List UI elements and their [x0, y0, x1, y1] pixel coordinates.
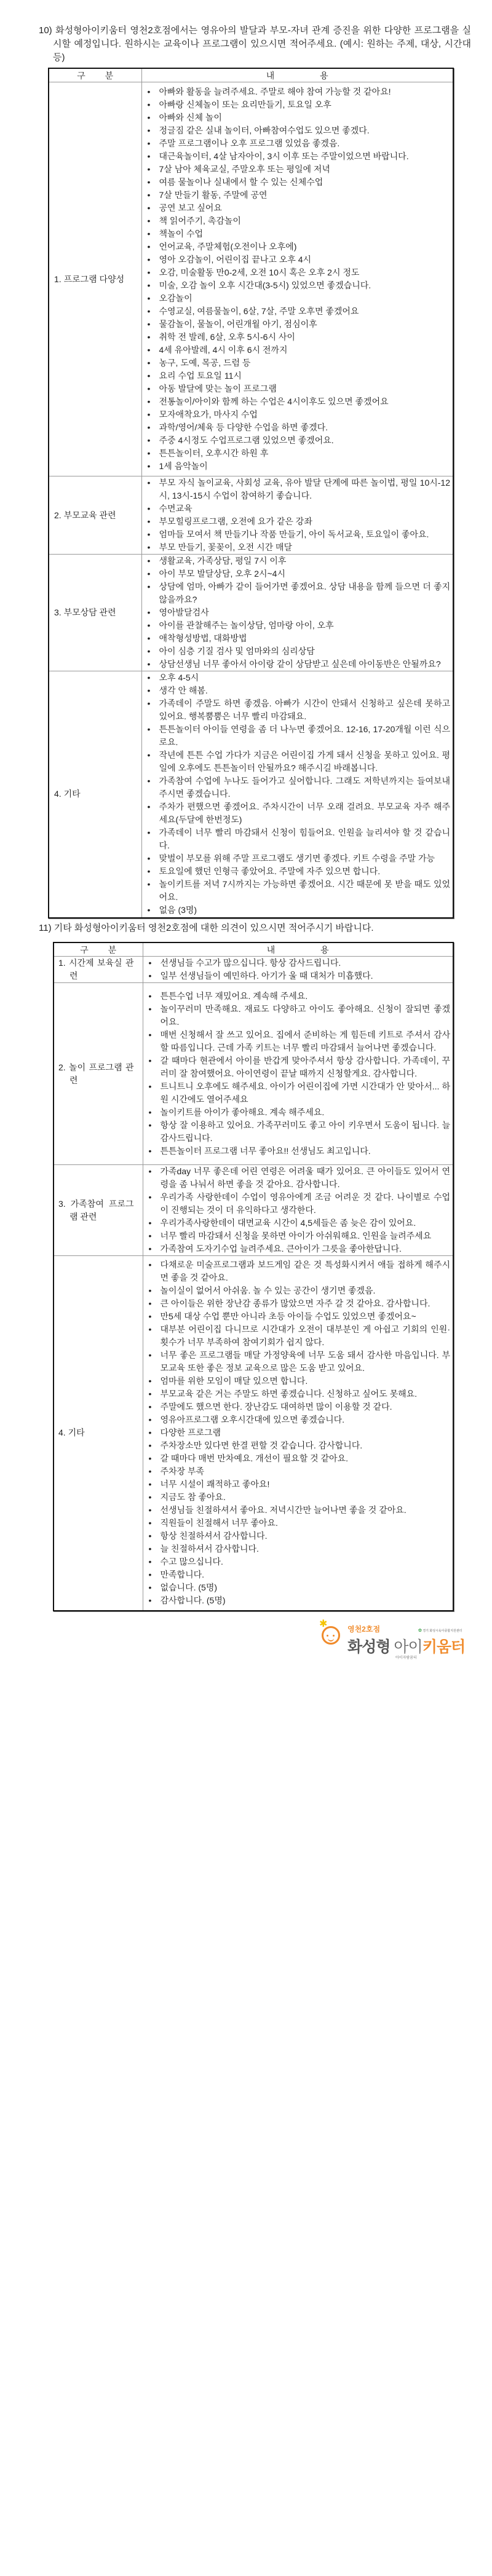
list-item: • 주차장 부족	[149, 1465, 451, 1478]
section-content	[141, 555, 453, 671]
response-list	[142, 555, 453, 671]
list-item: • 다채로운 미술프로그램과 보드게임 같은 것 특성화시켜서 애들 접하게 해주시면 좋을 것 같아요.	[149, 1258, 451, 1284]
list-item: • 너무 좋은 프로그램들 매달 가정양육에 너무 도움 돼서 감사한 마음입니다. 부모교육 또한 좋은 정보 교육으로 많은 도움 받고 있어요.	[149, 1349, 451, 1375]
list-item: • 가족데이 주말도 하면 좋겠음. 아빠가 시간이 안돼서 신청하고 싶은데 못하고 있어요. 행복뿜뿜은 너무 빨리 마감돼요.	[148, 697, 451, 723]
star-icon: ✱	[319, 1619, 328, 1629]
other-opinions-table	[53, 942, 454, 1611]
logo-branch: 영천2호점	[347, 1625, 381, 1634]
response-list	[142, 85, 453, 473]
list-item: • 1세 음악놀이	[148, 460, 451, 473]
list-item: • 모자애착요가, 마사지 수업	[148, 408, 451, 421]
section-label: 1. 시간제 보육실 관련	[58, 958, 134, 981]
list-item: • 아빠랑 신체놀이 또는 요리만들기, 토요일 오후	[148, 98, 451, 111]
section-category	[49, 476, 141, 555]
section-row	[54, 983, 453, 1165]
list-item: • 우리가족사랑한데이 대면교육 시간이 4,5세들은 좀 늦은 감이 있어요.	[149, 1217, 451, 1230]
section-row	[54, 1165, 453, 1256]
section-category	[54, 957, 143, 983]
list-item: • 부모 만들기, 꽃꽂이, 오전 시간 매달	[148, 541, 451, 554]
list-item: • 애착형성방법, 대화방법	[148, 632, 451, 645]
list-item: • 아이 심층 기질 검사 및 엄마와의 심리상담	[148, 645, 451, 658]
logo-subtitle: 아이자람꿈터	[395, 1656, 417, 1660]
logo-center-name: ✿ 경기 화성시육아종합지원센터	[418, 1629, 462, 1633]
list-item: • 맞벌이 부모를 위해 주말 프로그램도 생기면 좋겠다. 키트 수령을 주말 가능	[148, 852, 451, 865]
list-item: • 7살 만들기 활동, 주말에 공연	[148, 189, 451, 202]
section-content	[143, 1256, 453, 1611]
list-item: • 부모교육 같은 거는 주말도 하면 좋겠습니다. 신청하고 싶어도 못해요.	[149, 1388, 451, 1401]
list-item: • 늘 친절하셔서 감사합니다.	[149, 1543, 451, 1555]
list-item: • 상담에 엄마, 아빠가 같이 들어가면 좋겠어요. 상담 내용을 함께 들으면 더 좋지 않을까요?	[148, 580, 451, 606]
section-category	[49, 82, 141, 476]
section-content	[141, 476, 453, 555]
section-label: 4. 기타	[54, 789, 81, 799]
list-item: • 영아 오감놀이, 어린이집 끝나고 오후 4시	[148, 253, 451, 266]
list-item: • 취학 전 발레, 6살, 오후 5시-6시 사이	[148, 331, 451, 344]
list-item: • 책놀이 수업	[148, 227, 451, 240]
list-item: • 전통놀이/아이와 함께 하는 수업은 4시이후도 있으면 좋겠어요	[148, 395, 451, 408]
list-item: • 주차가 편했으면 좋겠어요. 주차시간이 너무 오래 걸려요. 부모교육 자주 해주세요(두달에 한번정도)	[148, 800, 451, 826]
section-label: 4. 기타	[58, 1428, 85, 1438]
list-item: • 튼튼놀이터 프로그램 너무 좋아요!! 선생님도 최고입니다.	[149, 1145, 451, 1158]
response-list	[143, 1165, 453, 1255]
response-list	[143, 990, 453, 1158]
list-item: • 일부 선생님들이 예민하다. 아기가 울 때 대처가 미흡했다.	[149, 970, 451, 982]
header-content: 내 용	[141, 68, 453, 82]
list-item: • 없음 (3명)	[148, 904, 451, 917]
list-item: • 대근육놀이터, 4살 남자아이, 3시 이후 또는 주말이었으면 바랍니다.	[148, 150, 451, 163]
list-item: • 언어교육, 주말체험(오전이나 오후에)	[148, 240, 451, 253]
section-label: 2. 놀이 프로그램 관련	[58, 1062, 134, 1085]
list-item: • 생활교육, 가족상담, 평일 7시 이후	[148, 555, 451, 567]
header-category: 구 분	[54, 942, 143, 957]
list-item: • 다양한 프로그램	[149, 1426, 451, 1439]
list-item: • 튼튼놀이터, 오후시간 하원 후	[148, 447, 451, 460]
list-item: • 4세 유아발레, 4시 이후 6시 전까지	[148, 344, 451, 357]
list-item: • 7살 남아 체육교실, 주말오후 또는 평일에 저녁	[148, 163, 451, 176]
list-item: • 주말 프로그램이나 오후 프로그램 있었음 좋겠음.	[148, 137, 451, 150]
list-item: • 선생님들 수고가 많으십니다. 항상 감사드립니다.	[149, 957, 451, 970]
list-item: • 트니트니 오후에도 해주세요. 아이가 어린이집에 가면 시간대가 안 맞아서... 하원 시간에도 열어주세요	[149, 1080, 451, 1106]
list-item: • 영아발달검사	[148, 606, 451, 619]
list-item: • 엄마들 모여서 책 만들기나 작품 만들기, 아이 독서교육, 토요일이 좋아요.	[148, 528, 451, 541]
list-item: • 갈 때마다 현관에서 아이를 반갑게 맞아주셔서 항상 감사합니다. 가족데이, 꾸러미 잘 참여했어요. 아이연령이 끝날 때까지 신청할게요. 감사합니다.	[149, 1054, 451, 1080]
list-item: • 아빠와 활동을 늘려주세요. 주말로 해야 참여 가능할 것 같아요!	[148, 85, 451, 98]
list-item: • 가족참여 수업에 누나도 들어가고 싶어합니다. 그래도 저학년까지는 들여보내 주시면 좋겠습니다.	[148, 775, 451, 800]
list-item: • 생각 안 해봄.	[148, 684, 451, 697]
list-item: • 요리 수업 토요일 11시	[148, 369, 451, 382]
list-item: • 책 읽어주기, 촉감놀이	[148, 215, 451, 227]
section-row	[54, 1256, 453, 1611]
list-item: • 항상 친절하셔서 감사합니다.	[149, 1530, 451, 1543]
ikiumteo-logo	[317, 1620, 470, 1666]
list-item: • 감사합니다. (5명)	[149, 1594, 451, 1607]
logo-name: 화성형 아이키움터	[347, 1638, 466, 1656]
list-item: • 대부분 어린이집 다니므로 시간대가 오전이 대부분인 게 아쉽고 기회의 인원·횟수가 너무 부족하여 참여기회가 쉽지 않다.	[149, 1323, 451, 1349]
list-item: • 수고 많으십니다.	[149, 1555, 451, 1568]
question-11-title: 11) 기타 화성형아이키움터 영천2호점에 대한 의견이 있으시면 적어주시기 바랍니다.	[39, 923, 374, 933]
response-list	[143, 1258, 453, 1607]
list-item: • 놀이키트를 저녁 7시까지는 가능하면 좋겠어요. 시간 때문에 못 받을 때도 있었어요.	[148, 878, 451, 904]
list-item: • 큰 아이들은 위한 장난감 종류가 많았으면 자주 갈 것 같아요. 감사합니다.	[149, 1297, 451, 1310]
section-row	[49, 671, 453, 918]
list-item: • 아이를 관찰해주는 놀이상담, 엄마랑 아이, 오후	[148, 619, 451, 632]
list-item: • 가족데이 너무 빨리 마감돼서 신청이 힘들어요. 인원을 늘리셔야 할 것 같습니다.	[148, 826, 451, 852]
list-item: • 농구, 도예, 목공, 드럼 등	[148, 357, 451, 369]
section-label: 1. 프로그램 다양성	[54, 274, 125, 284]
list-item: • 만5세 대상 수업 뿐만 아니라 초등 아이들 수업도 있었으면 좋겠어요~	[149, 1310, 451, 1323]
list-item: • 놀이꾸러미 만족해요. 재료도 다양하고 아이도 좋아해요. 신청이 잘되면 좋겠어요.	[149, 1003, 451, 1029]
section-row	[49, 555, 453, 671]
question-10-title: 10) 화성형아이키움터 영천2호점에서는 영유아의 발달과 부모-자녀 관계 증진을 위한 다양한 프로그램을 실시할 예정입니다. 원하시는 교육이나 프로그램이 있으시면 적어주세요. (예시: 원하는 주제, 대상, 시간대 등)	[39, 25, 471, 63]
list-item: • 너무 빨리 마감돼서 신청을 못하면 아이가 아쉬워해요. 인원을 늘려주세요	[149, 1230, 451, 1243]
header-content: 내 용	[143, 942, 453, 957]
list-item: • 없습니다. (5명)	[149, 1581, 451, 1594]
list-item: • 수영교실, 여름물놀이, 6살, 7살, 주말 오후면 좋겠어요	[148, 305, 451, 318]
list-item: • 과학/영어/체육 등 다양한 수업을 하면 좋겠다.	[148, 421, 451, 434]
list-item: • 아이 부모 발달상담, 오후 2시~4시	[148, 567, 451, 580]
section-row	[54, 957, 453, 983]
section-label: 2. 부모교육 관련	[54, 510, 116, 520]
center-logo-icon: ✿	[418, 1629, 422, 1633]
list-item: • 부모 자식 놀이교육, 사회성 교육, 유아 발달 단계에 따른 놀이법, 평일 10시-12시, 13시-15시 수업이 참여하기 좋습니다.	[148, 476, 451, 502]
section-row	[49, 82, 453, 476]
table-header-row	[54, 942, 453, 957]
list-item: • 놀이키트를 아이가 좋아해요. 계속 해주세요.	[149, 1106, 451, 1119]
list-item: • 수면교육	[148, 502, 451, 515]
list-item: • 미술, 오감 놀이 오후 시간대(3-5시) 있었으면 좋겠습니다.	[148, 279, 451, 292]
list-item: • 매번 신청해서 잘 쓰고 있어요. 집에서 준비하는 게 힘든데 키트로 주셔서 감사할 따름입니다. 근데 가족 키트는 너무 빨리 마감돼서 늘어나면 좋겠습니다.	[149, 1029, 451, 1054]
list-item: • 아동 발달에 맞는 놀이 프로그램	[148, 382, 451, 395]
section-content	[143, 983, 453, 1165]
list-item: • 작년에 튼튼 수업 가다가 지금은 어린이집 가게 돼서 신청을 못하고 있어요. 평일에 오후에도 튼튼놀이터 안될까요? 해주시길 바래봅니다.	[148, 749, 451, 775]
section-category	[54, 983, 143, 1165]
section-category	[54, 1256, 143, 1611]
section-category	[49, 671, 141, 918]
list-item: • 토요일에 했던 인형극 좋았어요. 주말에 자주 있으면 합니다.	[148, 865, 451, 878]
response-list	[143, 957, 453, 982]
section-category	[54, 1165, 143, 1256]
response-list	[142, 476, 453, 554]
response-list	[142, 671, 453, 917]
section-content	[143, 1165, 453, 1256]
list-item: • 아빠와 신체 놀이	[148, 111, 451, 124]
list-item: • 영유아프로그램 오후시간대에 있으면 좋겠습니다.	[149, 1413, 451, 1426]
list-item: • 정글짐 같은 실내 놀이터, 아빠참여수업도 있으면 좋겠다.	[148, 124, 451, 137]
section-label: 3. 부모상담 관련	[54, 607, 116, 617]
list-item: • 엄마를 위한 모임이 매달 있으면 합니다.	[149, 1375, 451, 1388]
list-item: • 부모힐링프로그램, 오전에 요가 같은 강좌	[148, 515, 451, 528]
list-item: • 갈 때마다 매번 만차예요. 개선이 필요할 것 같아요.	[149, 1452, 451, 1465]
list-item: • 상담선생님 너무 좋아서 아이랑 같이 상담받고 싶은데 아이동반은 안될까요?	[148, 658, 451, 671]
list-item: • 물감놀이, 물놀이, 어린개월 아기, 점심이후	[148, 318, 451, 331]
list-item: • 너무 시설이 쾌적하고 좋아요!	[149, 1478, 451, 1491]
section-content	[143, 957, 453, 983]
list-item: • 지금도 참 좋아요.	[149, 1491, 451, 1504]
list-item: • 오감, 미술활동 만0-2세, 오전 10시 혹은 오후 2시 정도	[148, 266, 451, 279]
list-item: • 오감놀이	[148, 292, 451, 305]
list-item: • 가족day 너무 좋은데 어린 연령은 어려울 때가 있어요. 큰 아이들도 있어서 연령을 좀 나눠서 하면 좋을 것 같아요. 감사합니다.	[149, 1165, 451, 1191]
list-item: • 튼튼수업 너무 재밌어요. 계속해 주세요.	[149, 990, 451, 1003]
list-item: • 주차장소만 있다면 한결 편할 것 같습니다. 감사합니다.	[149, 1439, 451, 1452]
list-item: • 만족합니다.	[149, 1568, 451, 1581]
list-item: • 항상 잘 이용하고 있어요. 가족꾸러미도 좋고 아이 키우면서 도움이 됩니다. 늘 감사드립니다.	[149, 1119, 451, 1145]
header-category: 구 분	[49, 68, 141, 82]
section-label: 3. 가족참여 프로그램 관련	[58, 1198, 134, 1222]
list-item: • 주중 4시정도 수업프로그램 있었으면 좋겠어요.	[148, 434, 451, 447]
section-row	[49, 476, 453, 555]
list-item: • 튼튼놀이터 아이들 연령을 좀 더 나누면 좋겠어요. 12-16, 17-20개월 이런 식으로요.	[148, 723, 451, 749]
section-content	[141, 82, 453, 476]
list-item: • 주말에도 했으면 한다. 장난감도 대여하면 많이 이용할 것 같다.	[149, 1401, 451, 1413]
program-requests-table	[48, 68, 454, 919]
list-item: • 공연 보고 싶어요	[148, 202, 451, 215]
list-item: • 놀이실이 없어서 아쉬움. 놀 수 있는 공간이 생기면 좋겠음.	[149, 1284, 451, 1297]
list-item: • 오후 4-5시	[148, 671, 451, 684]
smiling-face-icon	[322, 1626, 340, 1645]
list-item: • 가족참여 도자기수업 늘려주세요. 큰아이가 그릇을 좋아한답니다.	[149, 1243, 451, 1255]
list-item: • 우리가족 사랑한데이 수업이 영유아에게 조금 어려운 것 같다. 나이별로 수업이 진행되는 것이 더 유익하다고 생각한다.	[149, 1191, 451, 1217]
list-item: • 여름 물놀이나 실내에서 할 수 있는 신체수업	[148, 176, 451, 189]
section-category	[49, 555, 141, 671]
table-header-row	[49, 68, 453, 82]
section-content	[141, 671, 453, 918]
list-item: • 직원들이 친절해서 너무 좋아요.	[149, 1517, 451, 1530]
list-item: • 선생님들 친절하셔서 좋아요. 저녁시간만 늘어나면 좋을 것 같아요.	[149, 1504, 451, 1517]
